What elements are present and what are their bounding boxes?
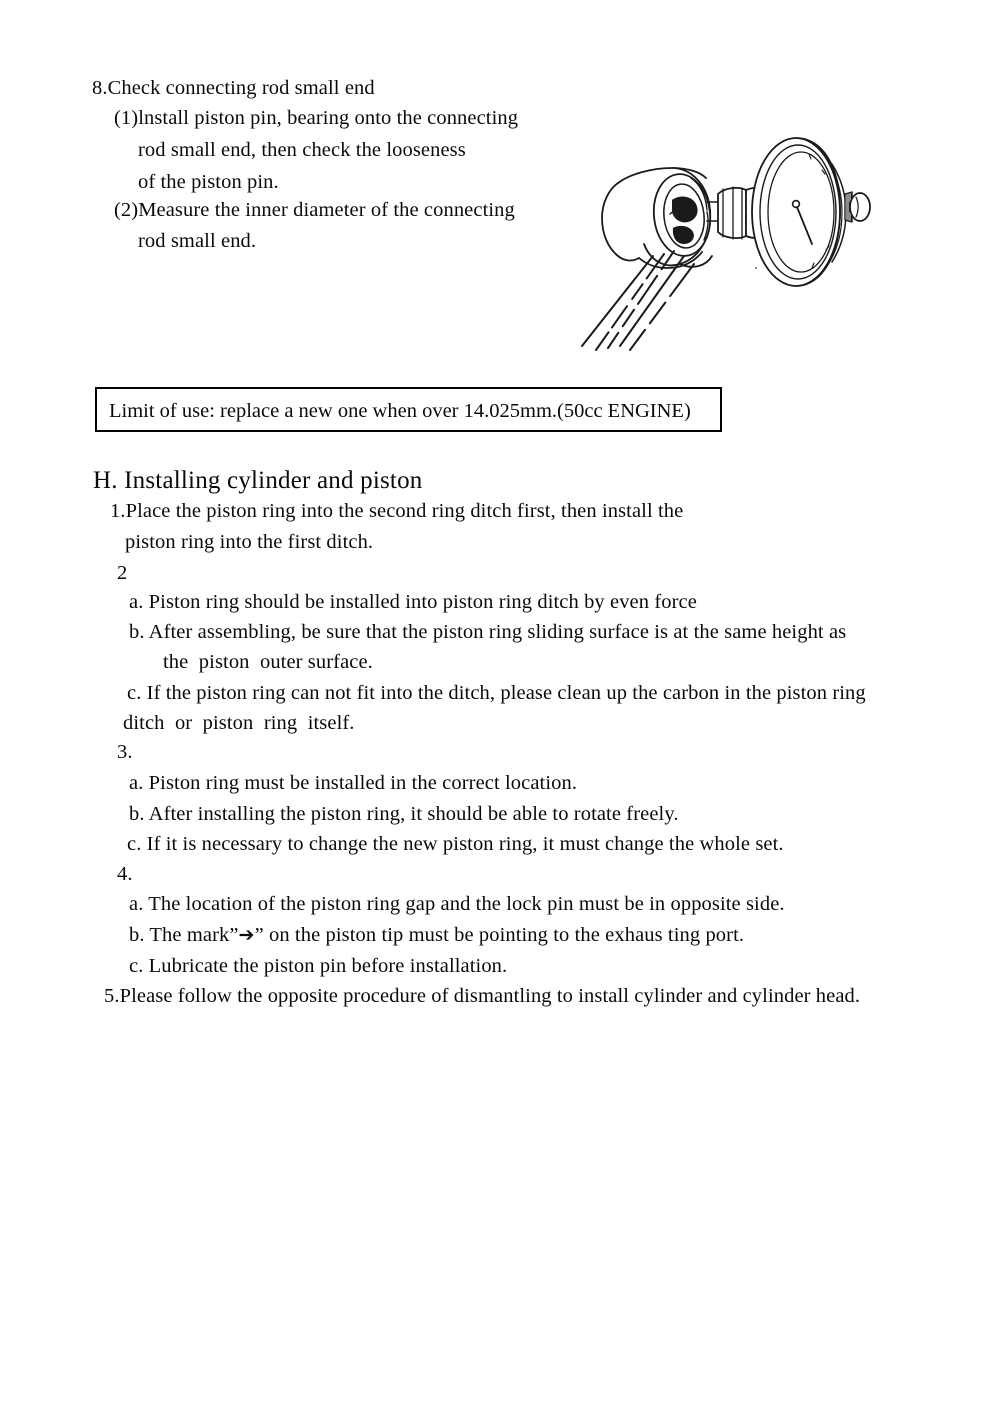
section-8-item-1-line-3: of the piston pin. [138, 171, 279, 193]
gauge-knob-icon [845, 192, 870, 222]
section-h-item-3-c: c. If it is necessary to change the new piston ring, it must change the whole set. [127, 833, 784, 855]
right-arrow-icon: ➔ [238, 924, 255, 946]
section-8-item-2-line-2: rod small end. [138, 230, 257, 252]
section-h-item-2-a: a. Piston ring should be installed into piston ring ditch by even force [129, 591, 697, 613]
section-h-item-1-line-2: piston ring into the first ditch. [125, 531, 374, 553]
section-h-item-2-b-line-2: the piston outer surface. [163, 651, 373, 673]
section-h-item-5: 5.Please follow the opposite procedure of dismantling to install cylinder and cylinder head. [104, 985, 861, 1007]
limit-of-use-text: Limit of use: replace a new one when over 14.025mm.(50cc ENGINE) [109, 400, 691, 422]
section-h-item-4-a: a. The location of the piston ring gap and the lock pin must be in opposite side. [129, 893, 785, 915]
section-h-item-3-b: b. After installing the piston ring, it should be able to rotate freely. [129, 803, 679, 825]
section-h-item-3-a: a. Piston ring must be installed in the correct location. [129, 772, 578, 794]
section-h-item-2-number: 2 [117, 562, 128, 584]
connecting-rod-small-end-icon [602, 168, 714, 268]
section-h-item-2-b-line-1: b. After assembling, be sure that the piston ring sliding surface is at the same height as [129, 621, 847, 643]
section-h-item-1-line-1: 1.Place the piston ring into the second ring ditch first, then install the [110, 500, 684, 522]
scan-speck-icon [755, 267, 757, 269]
illustration-connecting-rod-dial-gauge [560, 118, 880, 373]
section-8-heading: 8.Check connecting rod small end [92, 77, 375, 99]
section-h-item-3-number: 3. [117, 741, 133, 763]
section-8-item-1-line-2: rod small end, then check the looseness [138, 139, 466, 161]
section-h-item-4-b-suffix: ” on the piston tip must be pointing to the exhaus ting port. [254, 924, 745, 946]
limit-of-use-box [95, 387, 722, 432]
section-8-item-2-line-1: (2)Measure the inner diameter of the connecting [114, 199, 515, 221]
section-h-item-4-c: c. Lubricate the piston pin before installation. [129, 955, 508, 977]
section-h-item-4-b-prefix: b. The mark” [129, 924, 239, 946]
section-8-item-1-line-1: (1)lnstall piston pin, bearing onto the connecting [114, 107, 519, 129]
section-h-item-4-b [129, 925, 744, 946]
rod-shaft-hatching-icon [582, 251, 694, 350]
section-h-item-2-c-line-2: ditch or piston ring itself. [123, 712, 355, 734]
section-h-heading: H. Installing cylinder and piston [93, 467, 423, 494]
section-h-item-2-c-line-1: c. If the piston ring can not fit into the ditch, please clean up the carbon in the piston ring [127, 682, 866, 704]
section-h-item-4-number: 4. [117, 863, 133, 885]
